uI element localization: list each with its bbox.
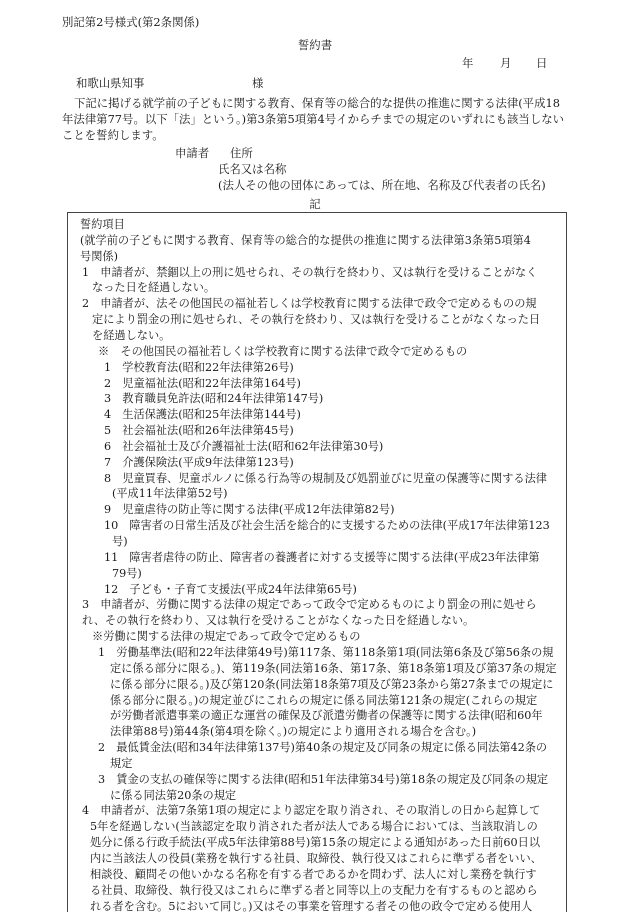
date-month-label: 月 — [500, 56, 512, 70]
pledge-line: 9 児童虐待の防止等に関する法律(平成12年法律第82号) — [104, 503, 395, 517]
applicant-label: 申請者 — [175, 146, 210, 160]
pledge-line: に係る部分に限る。)及び第120条(同法第18条第7項及び第23条から第27条までの規定に — [110, 677, 554, 691]
pledge-line: 法律第88号)第44条(第4項を除く。)の規定により適用される場合を含む。) — [110, 725, 477, 739]
pledge-line: 10 障害者の日常生活及び社会生活を総合的に支援するための法律(平成17年法律第123 — [104, 519, 550, 533]
pledge-line: 12 子ども・子育て支援法(平成24年法律第65号) — [104, 582, 357, 596]
applicant-org-note: (法人その他の団体にあっては、所在地、名称及び代表者の氏名) — [218, 178, 546, 192]
pledge-line: 規定 — [110, 756, 133, 770]
document-title: 誓約書 — [297, 38, 333, 52]
pledge-line: 8 児童買春、児童ポルノに係る行為等の規制及び処罰並びに児童の保護等に関する法律 — [104, 471, 547, 485]
pledge-line: 5 社会福祉法(昭和26年法律第45号) — [104, 424, 294, 438]
intro-paragraph: 下記に掲げる就学前の子どもに関する教育、保育等の総合的な提供の推進に関する法律(平成18年法律第77号。以下「法」という。)第3条第5項第4号イからチまでの規定のいずれにも該当しないことを誓約します。 — [62, 96, 564, 142]
pledge-line: れる者を含む。5において同じ。)又はその事業を管理する者その他の政令で定める使用人 — [90, 899, 533, 913]
pledge-line: ※労働に関する法律の規定であって政令で定めるもの — [92, 630, 361, 644]
pledge-line: 3 申請者が、労働に関する法律の規定であって政令で定めるものにより罰金の刑に処せら — [82, 598, 537, 612]
pledge-line: 2 最低賃金法(昭和34年法律第137号)第40条の規定及び同条の規定に係る同法第42条の — [98, 741, 548, 755]
pledge-line: を経過しない。 — [92, 328, 171, 342]
pledge-line: 5年を経過しない(当該認定を取り消された者が法人である場合においては、当該取消しの — [90, 820, 538, 834]
pledge-line: 号) — [112, 535, 128, 548]
pledge-line: 7 介護保険法(平成9年法律第123号) — [104, 455, 294, 469]
ki-heading: 記 — [309, 197, 321, 211]
pledge-line: る社員、取締役、執行役又はこれらに準ずる者と同等以上の支配力を有するものと認めら — [90, 883, 538, 897]
pledge-line: 4 生活保護法(昭和25年法律第144号) — [104, 408, 301, 422]
pledge-line: 11 障害者虐待の防止、障害者の養護者に対する支援等に関する法律(平成23年法律第 — [104, 550, 540, 564]
pledge-line: 1 労働基準法(昭和22年法律第49号)第117条、第118条第1項(同法第6条及び第56条の規 — [98, 645, 554, 659]
pledge-line: に係る同法第20条の規定 — [110, 788, 237, 802]
pledge-line: 6 社会福祉士及び介護福祉士法(昭和62年法律第30号) — [104, 439, 384, 453]
pledge-line: (平成11年法律第52号) — [112, 487, 228, 501]
pledge-line: なった日を経過しない。 — [92, 281, 216, 295]
pledge-line: 定により罰金の刑に処せられ、その執行を終わり、又は執行を受けることがなくなった日 — [92, 313, 541, 327]
pledge-line: 2 児童福祉法(昭和22年法律第164号) — [104, 376, 301, 390]
date-day-label: 日 — [536, 56, 548, 70]
pledge-line: 相談役、顧問その他いかなる名称を有する者であるかを問わず、法人に対し業務を執行す — [90, 867, 537, 881]
pledge-line: 内に当該法人の役員(業務を執行する社員、取締役、執行役又はこれらに準ずる者をいい、 — [90, 852, 542, 865]
pledge-line: (就学前の子どもに関する教育、保育等の総合的な提供の推進に関する法律第3条第5項第4 — [80, 233, 531, 247]
date-year-label: 年 — [462, 56, 474, 70]
pledge-line: 3 賃金の支払の確保等に関する法律(昭和51年法律第34号)第18条の規定及び同条の規定 — [98, 772, 549, 786]
pledge-line: 4 申請者が、法第7条第1項の規定により認定を取り消され、その取消しの日から起算して — [82, 804, 541, 818]
pledge-line: 係る部分に限る。)の規定並びにこれらの規定に係る同法第121条の規定(これらの規定 — [110, 693, 538, 707]
pledge-line: れ、その執行を終わり、又は執行を受けることがなくなった日を経過しない。 — [82, 614, 475, 628]
pledge-line: 1 申請者が、禁錮以上の刑に処せられ、その執行を終わり、又は執行を受けることがなく — [82, 265, 538, 279]
pledge-line: 3 教育職員免許法(昭和24年法律第147号) — [104, 392, 324, 406]
recipient-honorific: 様 — [252, 76, 264, 90]
applicant-name-label: 氏名又は名称 — [218, 162, 287, 176]
pledge-line: 号関係) — [80, 249, 118, 263]
form-number-label: 別記第2号様式(第2条関係) — [62, 15, 200, 29]
applicant-address-label: 住所 — [230, 146, 253, 160]
pledge-line: 定に係る部分に限る。)、第119条(同法第16条、第17条、第18条第1項及び第37条の規定 — [110, 661, 557, 675]
pledge-items-heading: 誓約項目 — [80, 218, 125, 231]
pledge-line: 1 学校教育法(昭和22年法律第26号) — [104, 360, 294, 374]
pledge-items-box — [67, 212, 567, 912]
pledge-line: 79号) — [112, 566, 142, 580]
pledge-line: が労働者派遣事業の適正な運営の確保及び派遣労働者の保護等に関する法律(昭和60年 — [110, 709, 543, 723]
recipient-name: 和歌山県知事 — [76, 76, 145, 90]
pledge-line: 処分に係る行政手続法(平成5年法律第88号)第15条の規定による通知があった日前60日以 — [90, 836, 541, 850]
pledge-line: 2 申請者が、法その他国民の福祉若しくは学校教育に関する法律で政令で定めるものの規 — [82, 297, 537, 311]
pledge-line: ※ その他国民の福祉若しくは学校教育に関する法律で政令で定めるもの — [98, 344, 468, 358]
